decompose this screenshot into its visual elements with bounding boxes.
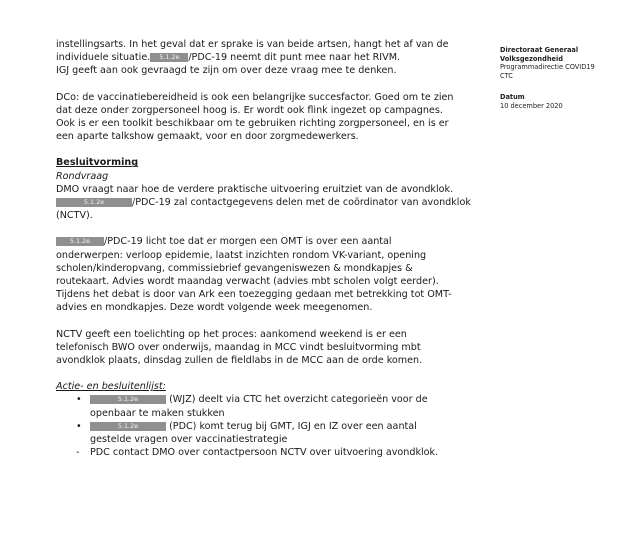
redaction-box: 5.1.2e — [56, 198, 132, 207]
paragraph-3 — [56, 235, 494, 314]
action-text: openbaar te maken stukken — [90, 407, 225, 419]
text-line: IGJ geeft aan ook gevraagd te zijn om over deze vraag mee te denken. — [56, 65, 397, 77]
org-line-3: Programmadirectie COVID19 — [500, 63, 595, 72]
org-line-2: Volksgezondheid — [500, 54, 563, 63]
action-text: PDC contact DMO over contactpersoon NCTV over uitvoering avondklok. — [90, 447, 439, 459]
text-line: 5.1.2e /PDC-19 zal contactgegevens delen met de coördinator van avondklok — [56, 196, 494, 209]
text-line: dat deze onder zorgpersoneel hoog is. Er wordt ook flink ingezet op campagnes. — [56, 104, 443, 116]
main-text — [56, 38, 494, 459]
action-text: gestelde vragen over vaccinatiestrategie — [90, 434, 288, 446]
subheading-rondvraag: Rondvraag — [56, 170, 109, 182]
dash-icon: - — [76, 447, 80, 459]
org-line-1: Directoraat Generaal — [500, 46, 579, 54]
redaction-box: 5.1.2e — [150, 53, 188, 62]
action-text: (PDC) komt terug bij GMT, IGJ en IZ over een aantal — [169, 420, 417, 432]
actions-list — [56, 393, 494, 459]
text-line: telefonisch BWO over onderwijs, maandag in MCC vindt besluitvorming mbt — [56, 341, 421, 353]
list-item — [56, 393, 494, 419]
org-line-4: CTC — [500, 71, 513, 80]
besluitvorming-section — [56, 156, 494, 222]
text-line: scholen/kinderopvang, commissiebrief gevangeniswezen & mondkapjes & — [56, 262, 413, 274]
text-line: avondklok plaats, dinsdag zullen de fieldlabs in de MCC aan de orde komen. — [56, 355, 423, 367]
datum-value: 10 december 2020 — [500, 101, 563, 110]
actions-section — [56, 380, 494, 459]
paragraph-4 — [56, 328, 494, 368]
list-item — [56, 420, 494, 446]
actions-heading: Actie- en besluitenlijst: — [56, 381, 166, 393]
text-line: instellingsarts. In het geval dat er sprake is van beide artsen, hangt het af van de — [56, 39, 449, 50]
redaction-box: 5.1.2e — [90, 422, 166, 431]
text-line: onderwerpen: verloop epidemie, laatst inzichten rondom VK-variant, opening — [56, 249, 427, 261]
text-line: DCo: de vaccinatiebereidheid is ook een belangrijke succesfactor. Goed om te zien — [56, 91, 454, 103]
text-line: 5.1.2e /PDC-19 licht toe dat er morgen een OMT is over een aantal — [56, 235, 494, 248]
action-text: (WJZ) deelt via CTC het overzicht categorieën voor de — [169, 394, 428, 406]
redaction-box: 5.1.2e — [90, 395, 166, 404]
redaction-box: 5.1.2e — [56, 237, 104, 246]
list-item — [56, 446, 494, 459]
text-line: advies en mondkapjes. Deze wordt volgende week meegenomen. — [56, 302, 373, 314]
bullet-icon: • — [76, 420, 82, 432]
datum-label: Datum — [500, 93, 525, 102]
text-line: een aparte talkshow gemaakt, voor en door zorgmedewerkers. — [56, 131, 359, 143]
text-line: routekaart. Advies wordt maandag verwacht (advies mbt scholen volgt eerder). — [56, 276, 439, 288]
text-line: NCTV geeft een toelichting op het proces: aankomend weekend is er een — [56, 328, 407, 340]
sidebar-metadata — [500, 46, 626, 111]
section-heading: Besluitvorming — [56, 157, 139, 169]
text-line: individuele situatie. 5.1.2e /PDC-19 neemt dit punt mee naar het RIVM. — [56, 52, 401, 64]
paragraph-2 — [56, 91, 494, 144]
text-line: Ook is er een toolkit beschikbaar om te gebruiken richting zorgpersoneel, en is er — [56, 118, 449, 130]
bullet-icon: • — [76, 394, 82, 406]
text-line: Tijdens het debat is door van Ark een toezegging gedaan met betrekking tot OMT- — [56, 289, 452, 301]
paragraph-1 — [56, 38, 494, 78]
text-line: (NCTV). — [56, 210, 93, 222]
text-line: DMO vraagt naar hoe de verdere praktische uitvoering eruitziet van de avondklok. — [56, 183, 454, 195]
